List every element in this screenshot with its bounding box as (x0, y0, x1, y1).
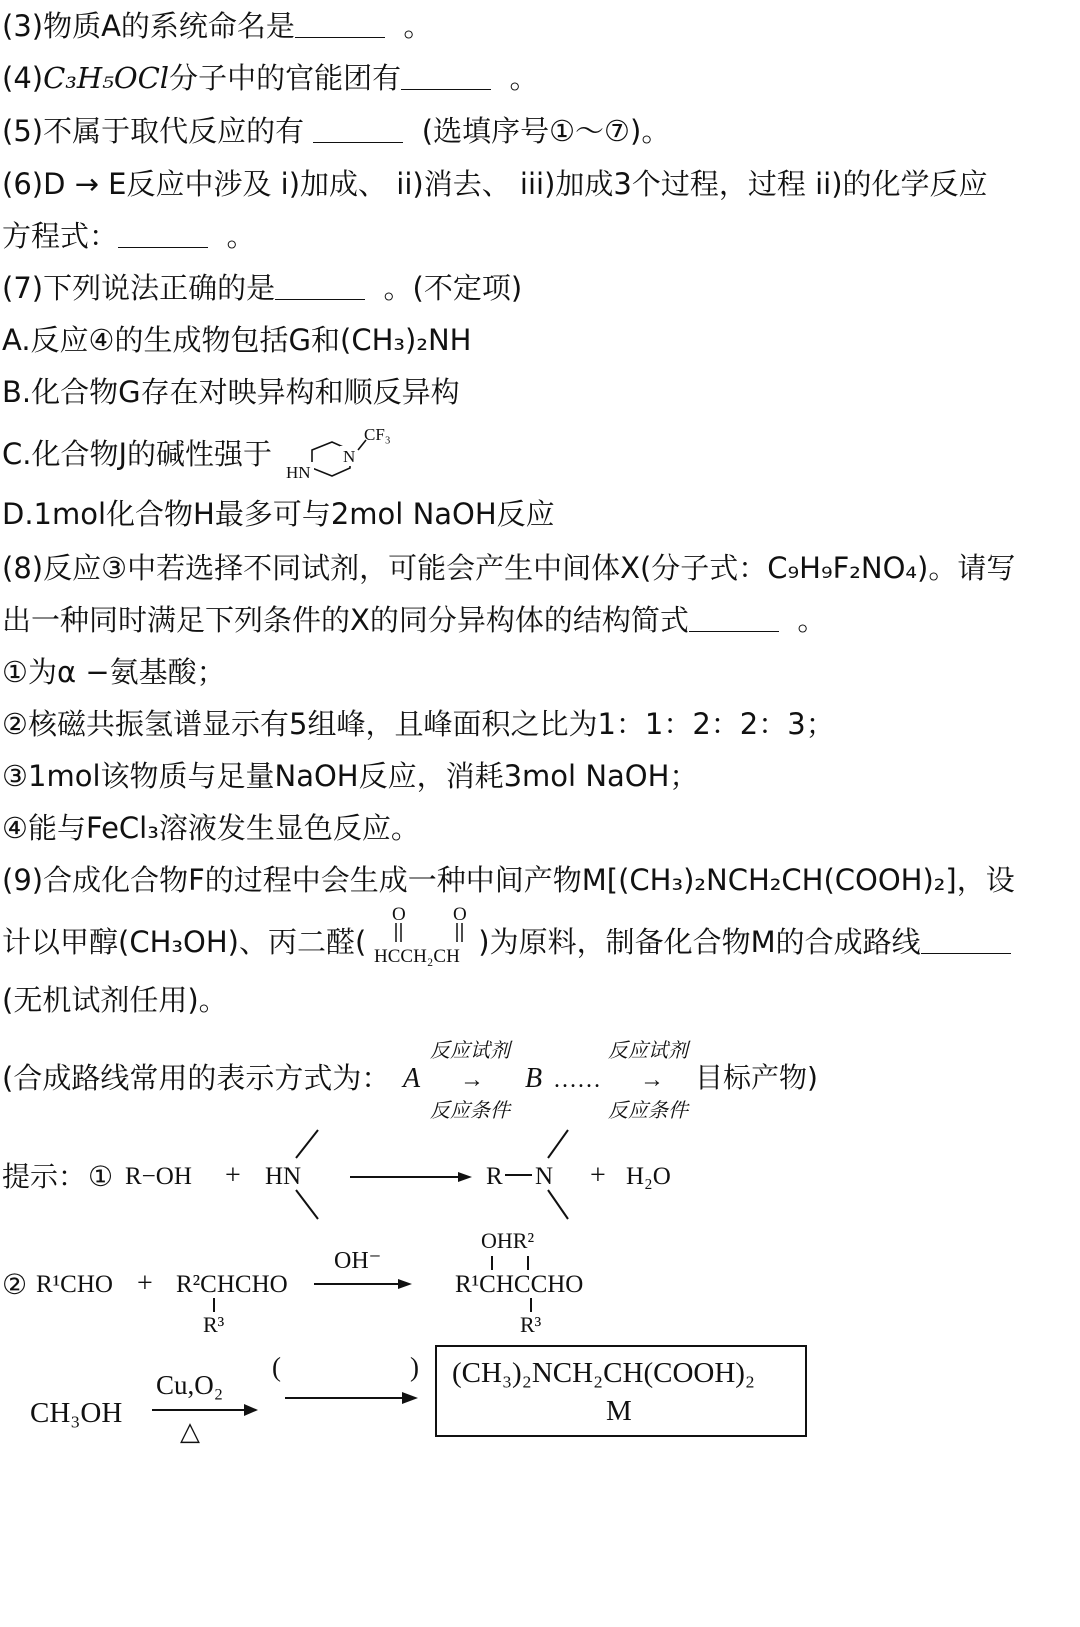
hint-2-product-bottom: R³ (520, 1312, 542, 1337)
amine-bond-down (296, 1190, 318, 1219)
structure-cf3: CF₃ (364, 425, 391, 444)
route-note-prefix: (合成路线常用的表示方式为： (2, 1061, 391, 1095)
answer-blank (295, 37, 385, 38)
answer-blank (921, 953, 1011, 954)
question-9-line3: (无机试剂任用)。 (2, 983, 228, 1017)
option-c-text: C.化合物J的碱性强于 (2, 437, 273, 471)
q3-text: (3)物质A的系统命名是 (2, 9, 295, 43)
answer-blank (275, 299, 365, 300)
q9-line2a: 计以甲醇(CH₃OH)、丙二醛( (2, 925, 367, 959)
synthesis-route (0, 1340, 820, 1445)
hint-1-plus: + (225, 1160, 241, 1191)
route-paren-right: ) (410, 1352, 419, 1382)
q6-line2: 方程式： (2, 219, 119, 253)
hint-2-product-top: OHR² (481, 1228, 535, 1253)
malondialdehyde-formula: HCCH₂CH (374, 946, 460, 967)
route-product-label: M (606, 1395, 632, 1427)
note-reagent-2: 反应试剂 (608, 1038, 688, 1062)
hint-1-arrowhead (458, 1172, 472, 1182)
q6-tail: 。 (226, 219, 256, 253)
hint-1-product-r: R (486, 1163, 503, 1190)
answer-blank (689, 631, 779, 632)
question-9-line2 (2, 925, 1011, 959)
product-bond-up (548, 1130, 568, 1158)
route-arrowhead-2 (402, 1392, 418, 1404)
question-6-line1: (6)D → E反应中涉及 i)加成、 ii)消去、 iii)加成3个过程，过程 ii)的化学反应 (2, 167, 988, 201)
option-a: A.反应④的生成物包括G和(CH₃)₂NH (2, 323, 472, 357)
malondialdehyde-structure (372, 902, 492, 972)
note-a: A (403, 1063, 421, 1094)
hint-2-r3: R³ (203, 1312, 225, 1337)
note-target: 目标产物) (695, 1061, 818, 1094)
q5-hint: (选填序号①～⑦)。 (421, 114, 671, 148)
route-notation (395, 1035, 845, 1125)
condition-2: ②核磁共振氢谱显示有5组峰，且峰面积之比为1：1：2：2：3； (2, 707, 835, 741)
q8-line2: 出一种同时满足下列条件的X的同分异构体的结构简式 (2, 603, 689, 637)
condition-4: ④能与FeCl₃溶液发生显色反应。 (2, 811, 420, 845)
hint-2-scheme (0, 1224, 720, 1342)
structure-n: N (343, 447, 356, 466)
note-b: B (525, 1063, 543, 1094)
q8-tail: 。 (797, 603, 827, 637)
question-4 (2, 61, 539, 95)
hint-2-r2: R²CHCHO (176, 1271, 288, 1298)
hint-2-product-mid: R¹CHCCHO (455, 1271, 584, 1298)
hint-2-cond: OH⁻ (334, 1248, 382, 1274)
carbonyl-o-1: O (392, 904, 406, 925)
structure-hn: HN (286, 463, 311, 482)
question-8-line2 (2, 603, 827, 637)
q9-line2b: )为原料，制备化合物M的合成路线 (478, 925, 921, 959)
answer-blank (401, 89, 491, 90)
route-paren-left: ( (272, 1352, 281, 1382)
option-c (2, 437, 273, 471)
option-b: B.化合物G存在对映异构和顺反异构 (2, 375, 460, 409)
note-arrow-2: → (640, 1067, 664, 1093)
option-d: D.1mol化合物H最多可与2mol NaOH反应 (2, 497, 555, 531)
note-condition-2: 反应条件 (608, 1098, 688, 1122)
piperazine-cf3-structure (282, 420, 422, 490)
question-5 (2, 114, 671, 148)
q7-tail: 。(不定项) (383, 271, 523, 305)
note-condition-1: 反应条件 (430, 1098, 510, 1122)
question-6-line2 (2, 219, 256, 253)
route-product: (CH₃)₂NCH₂CH(COOH)₂ (452, 1357, 756, 1389)
hint-2-r1: R¹CHO (36, 1271, 113, 1298)
q4-tail: 。 (509, 61, 539, 95)
route-arrowhead-1 (244, 1404, 258, 1416)
question-8-line1: (8)反应③中若选择不同试剂，可能会产生中间体X(分子式：C₉H₉F₂NO₄)。请写 (2, 551, 1016, 585)
hint-1-num: ① (88, 1160, 114, 1193)
product-bond-down (548, 1190, 568, 1219)
route-cond-bottom: △ (180, 1417, 200, 1445)
question-7 (2, 271, 523, 305)
question-3 (2, 9, 433, 43)
q3-tail: 。 (403, 9, 433, 43)
hint-1-product-n: N (535, 1163, 554, 1190)
answer-blank (118, 247, 208, 248)
q7-text: (7)下列说法正确的是 (2, 271, 276, 305)
hint-1-reactant: R−OH (125, 1163, 192, 1190)
hint-1-water: H₂O (626, 1163, 671, 1190)
hint-2-num: ② (2, 1268, 28, 1301)
q4-text: 分子中的官能团有 (169, 61, 402, 95)
hint-1-amine: HN (265, 1163, 302, 1190)
condition-3: ③1mol该物质与足量NaOH反应，消耗3mol NaOH； (2, 759, 699, 793)
condition-1: ①为α −氨基酸； (2, 655, 226, 689)
amine-bond-up (296, 1130, 318, 1158)
note-arrow-1: → (460, 1067, 484, 1093)
hint-1-scheme (0, 1122, 720, 1227)
q4-prefix: (4) (2, 61, 44, 95)
route-cond-top: Cu,O₂ (156, 1370, 224, 1400)
hint-2-plus: + (137, 1268, 153, 1299)
carbonyl-o-2: O (453, 904, 467, 925)
q4-formula: C₃H₅OCl (43, 61, 170, 95)
hint-1-plus-2: + (590, 1160, 606, 1191)
answer-blank (313, 142, 403, 143)
question-9-line1: (9)合成化合物F的过程中会生成一种中间产物M[(CH₃)₂NCH₂CH(COOH)₂]，设 (2, 863, 1015, 897)
note-dots: …… (553, 1067, 601, 1093)
route-start: CH₃OH (30, 1397, 123, 1429)
hint-2-arrowhead (398, 1279, 412, 1289)
note-reagent-1: 反应试剂 (430, 1038, 510, 1062)
q5-text: (5)不属于取代反应的有 (2, 114, 305, 148)
hint-label: 提示： (2, 1160, 87, 1193)
